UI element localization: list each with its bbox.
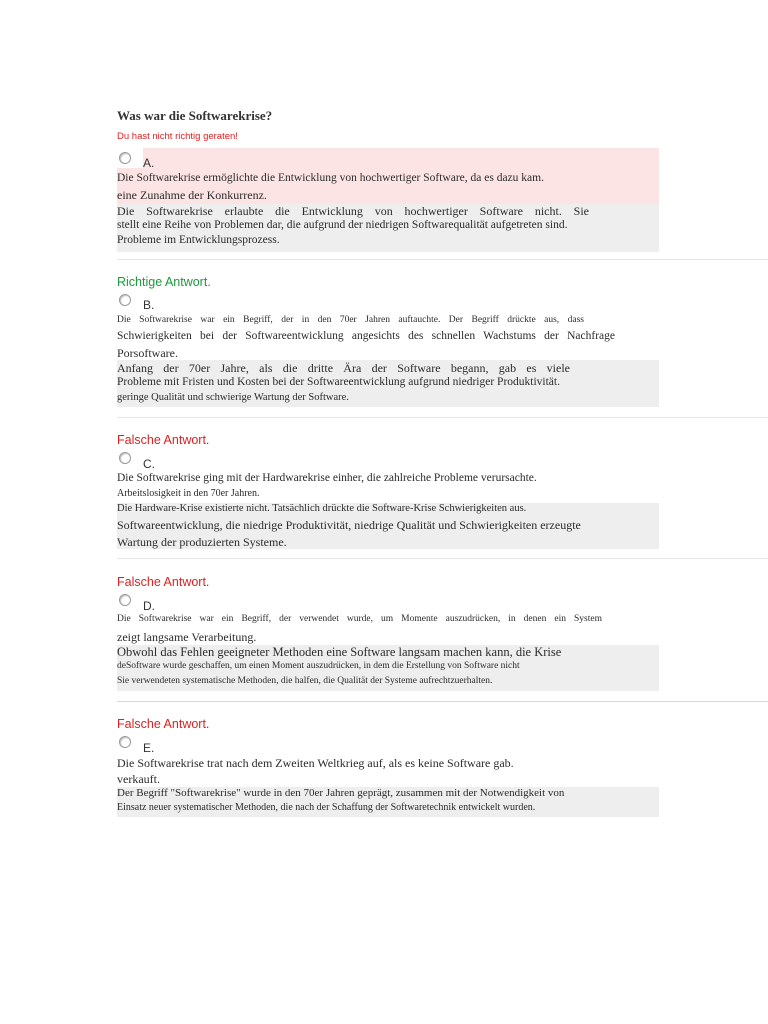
divider (117, 259, 768, 260)
divider (117, 417, 768, 418)
answer-line: Die Softwarekrise war ein Begriff, der verwendet wurde, um Momente auszudrücken, in denen ein System (117, 614, 602, 624)
option-c-letter: C. (143, 457, 155, 471)
explanation-line: Probleme im Entwicklungsprozess. (117, 234, 280, 246)
option-c-radio[interactable] (119, 452, 131, 464)
option-a-letter: A. (143, 156, 155, 170)
option-d-status: Falsche Antwort. (117, 575, 210, 589)
explanation-line: Die Softwarekrise erlaubte die Entwicklung von hochwertiger Software nicht. Sie (117, 204, 589, 218)
answer-line: Die Softwarekrise trat nach dem Zweiten Weltkrieg auf, als es keine Software gab. (117, 756, 514, 770)
answer-line: Die Softwarekrise ermöglichte die Entwicklung von hochwertiger Software, da es dazu kam. (117, 172, 544, 184)
answer-line: Die Softwarekrise ging mit der Hardwarekrise einher, die zahlreiche Probleme verursachte. (117, 472, 537, 484)
option-d-letter: D. (143, 599, 155, 613)
option-c-status: Falsche Antwort. (117, 433, 210, 447)
explanation-line: Einsatz neuer systematischer Methoden, die nach der Schaffung der Softwaretechnik entwickelt wurden. (117, 802, 536, 813)
explanation-line: Anfang der 70er Jahre, als die dritte Ära der Software begann, gab es viele (117, 361, 570, 375)
divider (117, 558, 768, 559)
explanation-line: Probleme mit Fristen und Kosten bei der Softwareentwicklung aufgrund niedriger Produktivität. (117, 376, 560, 388)
option-b-radio[interactable] (119, 294, 131, 306)
divider (117, 701, 768, 702)
answer-line: Porsoftware. (117, 346, 178, 360)
feedback-message: Du hast nicht richtig geraten! (117, 131, 238, 142)
answer-line: eine Zunahme der Konkurrenz. (117, 188, 267, 202)
option-e-letter: E. (143, 741, 155, 755)
option-a-radio[interactable] (119, 152, 131, 164)
explanation-line: Softwareentwicklung, die niedrige Produktivität, niedrige Qualität und Schwierigkeiten erzeugte (117, 518, 581, 532)
question-title: Was war die Softwarekrise? (117, 108, 273, 123)
explanation-line: geringe Qualität und schwierige Wartung der Software. (117, 392, 349, 403)
option-d-radio[interactable] (119, 594, 131, 606)
option-e-radio[interactable] (119, 736, 131, 748)
explanation-line: Der Begriff "Softwarekrise" wurde in den 70er Jahren geprägt, zusammen mit der Notwendigkeit von (117, 787, 565, 799)
explanation-line: Obwohl das Fehlen geeigneter Methoden eine Software langsam machen kann, die Krise (117, 645, 562, 659)
explanation-line: deSoftware wurde geschaffen, um einen Moment auszudrücken, in dem die Erstellung von Software nicht (117, 661, 520, 671)
option-b-letter: B. (143, 298, 155, 312)
answer-line: Schwierigkeiten bei der Softwareentwicklung angesichts des schnellen Wachstums der Nachfrage (117, 330, 615, 342)
answer-line: verkauft. (117, 772, 160, 786)
explanation-line: Die Hardware-Krise existierte nicht. Tatsächlich drückte die Software-Krise Schwierigkeiten aus. (117, 503, 527, 514)
option-e-status: Falsche Antwort. (117, 717, 210, 731)
answer-line: zeigt langsame Verarbeitung. (117, 630, 257, 644)
answer-line: Arbeitslosigkeit in den 70er Jahren. (117, 488, 260, 499)
answer-line: Die Softwarekrise war ein Begriff, der in den 70er Jahren auftauchte. Der Begriff drückte aus, dass (117, 315, 584, 325)
option-b-status: Richtige Antwort. (117, 275, 211, 289)
explanation-line: stellt eine Reihe von Problemen dar, die aufgrund der niedrigen Softwarequalität aufgetreten sind. (117, 219, 568, 231)
explanation-line: Sie verwendeten systematische Methoden, die halfen, die Qualität der Systeme aufrechtzuerhalten. (117, 676, 493, 686)
explanation-line: Wartung der produzierten Systeme. (117, 535, 287, 549)
